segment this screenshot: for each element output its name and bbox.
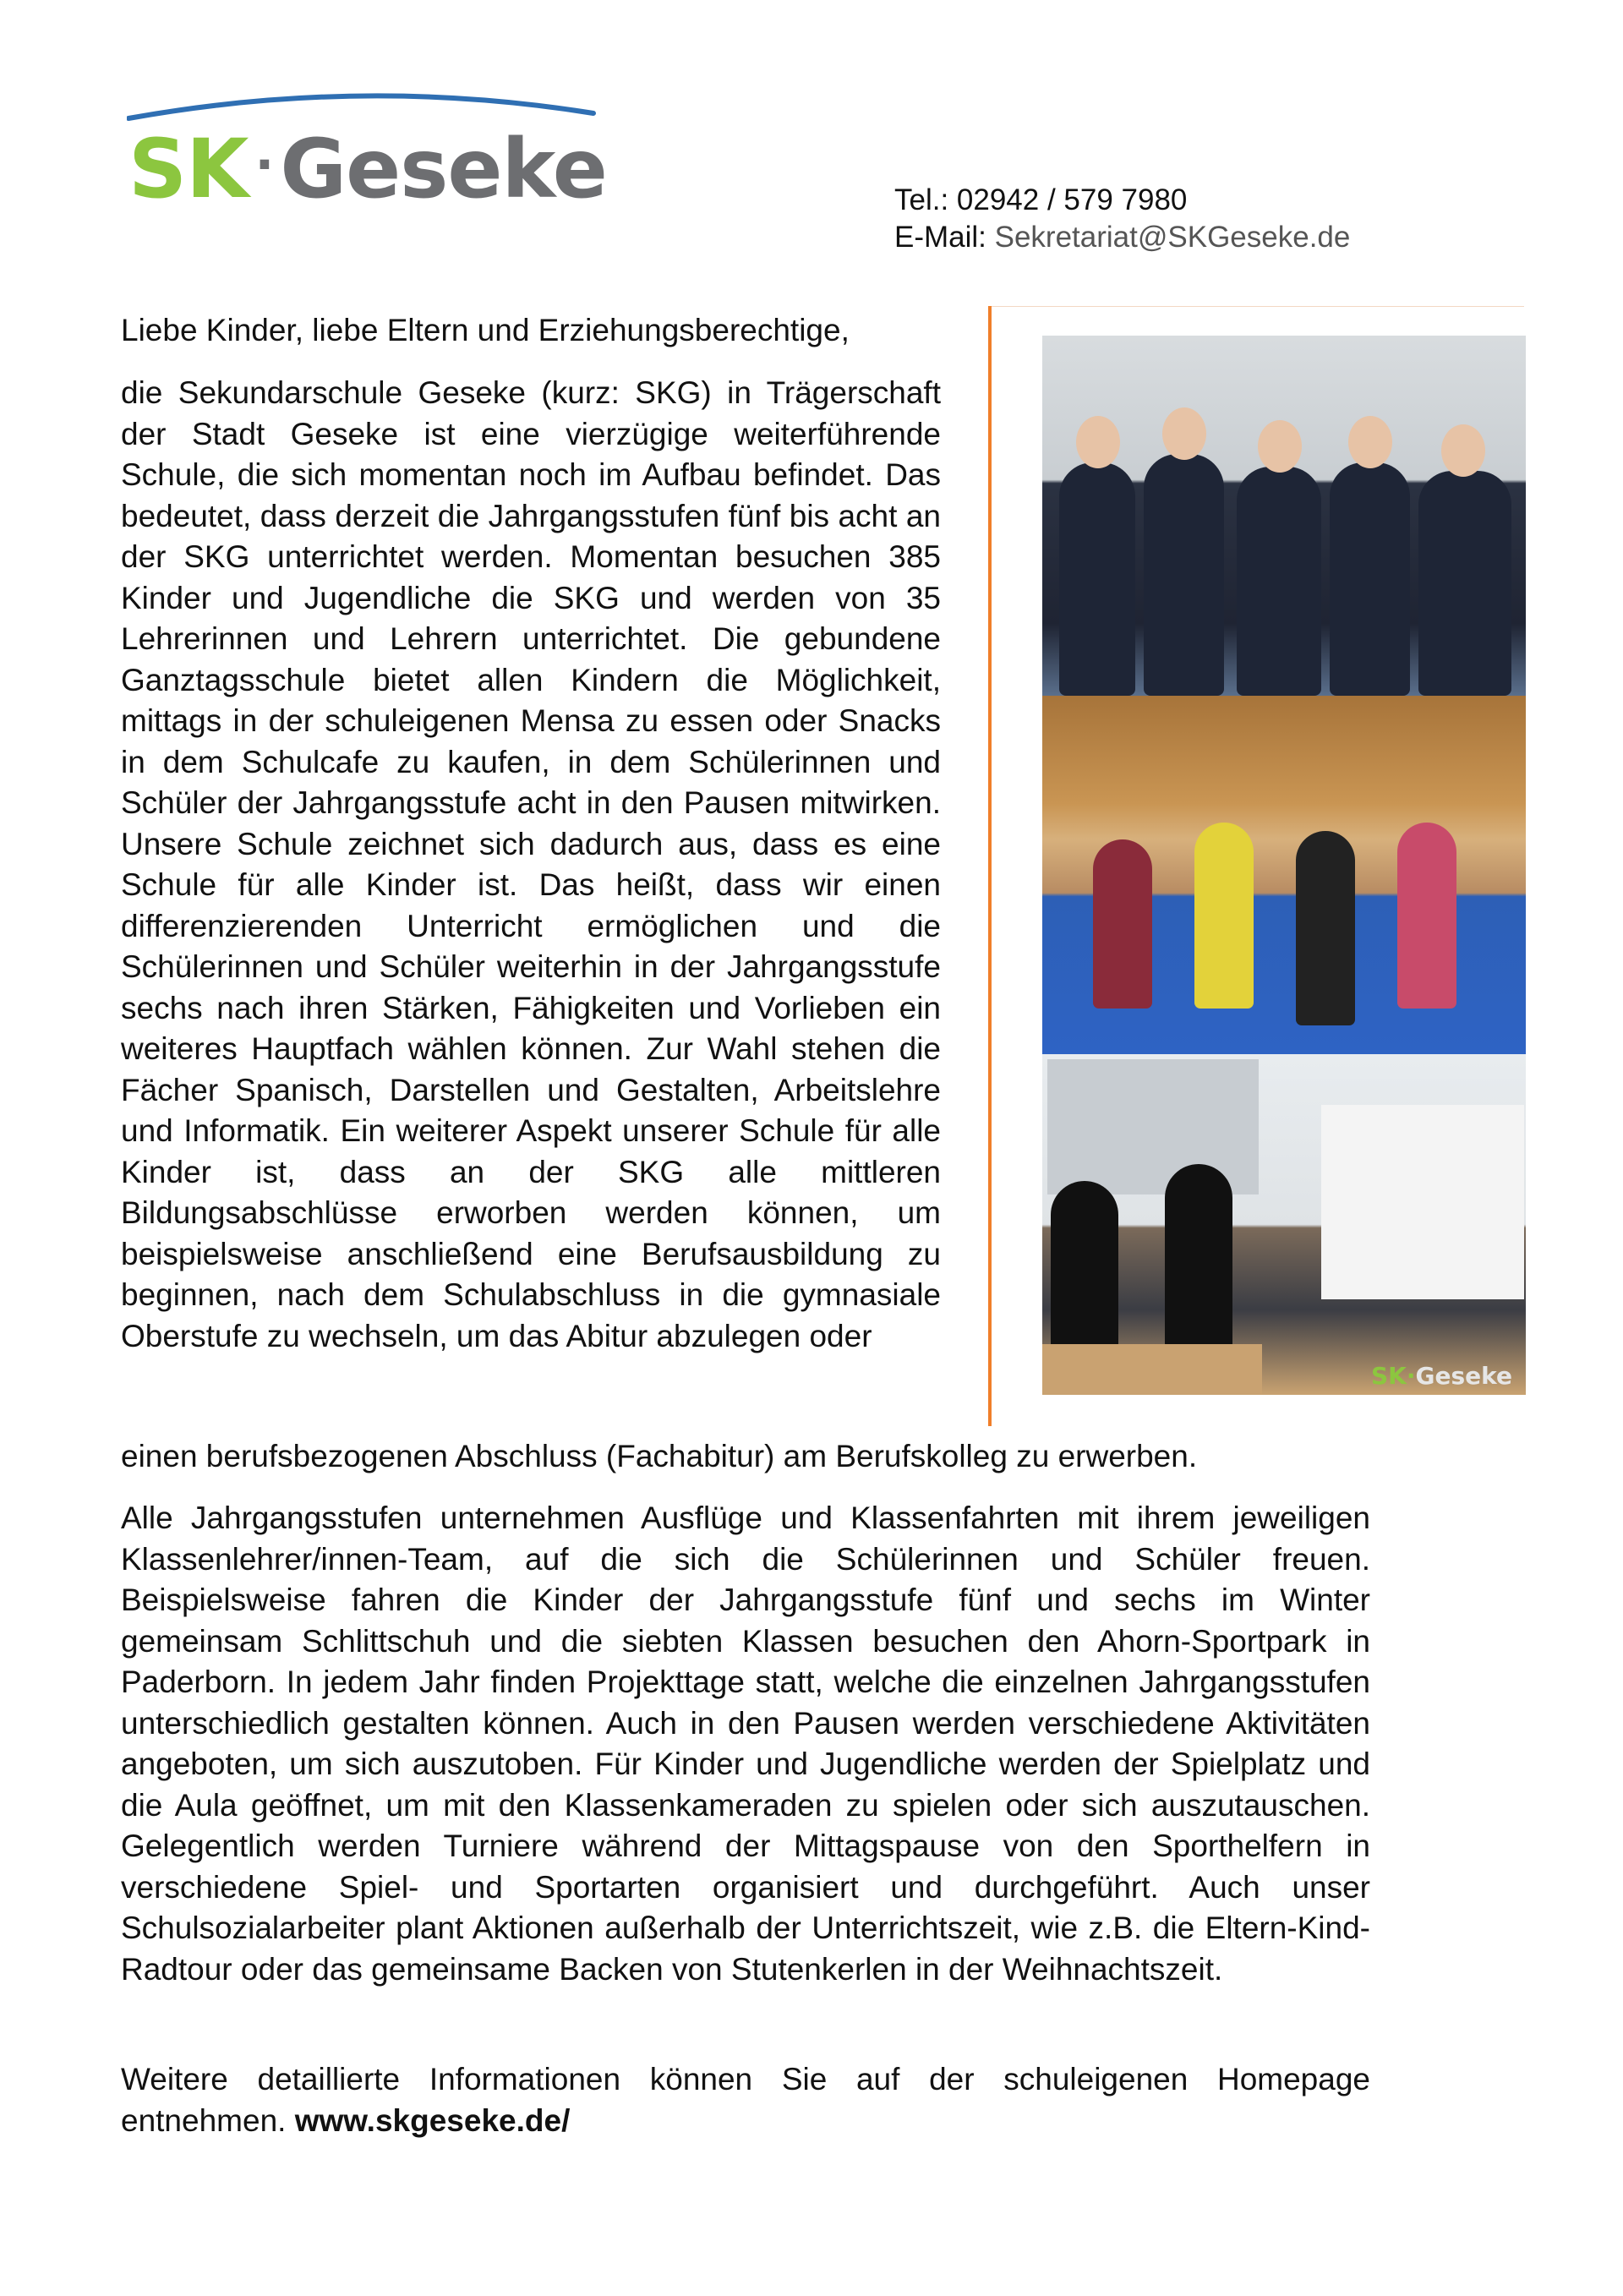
whiteboard <box>1321 1105 1524 1299</box>
photo-watermark: SK·Geseke <box>1371 1362 1512 1390</box>
person <box>1348 416 1392 468</box>
person <box>1418 471 1511 696</box>
person <box>1165 1164 1232 1350</box>
desk <box>1042 1344 1262 1395</box>
school-logo <box>127 85 609 216</box>
person <box>1330 462 1410 696</box>
contact-email <box>894 219 1350 256</box>
homepage-link[interactable]: www.skgeseke.de/ <box>294 2102 571 2138</box>
person <box>1059 462 1135 696</box>
logo-wordmark <box>128 122 607 216</box>
photo-frame-top-line <box>992 306 1524 307</box>
orange-divider <box>988 306 992 1426</box>
intro-paragraph: die Sekundarschule Geseke (kurz: SKG) in Trägerschaft der Stadt Geseke ist eine vierzügige weiterführende Schule, die sich momentan noch im Aufbau befindet. Das bedeutet, dass derzeit die Jahrgangsstufen fünf bis acht an der SKG unterrichtet werden. Momentan besuchen 385 Kinder und Jugendliche die SKG und werden von 35 Lehrerinnen und Lehrern unterrichtet. Die gebundene Ganztagsschule bietet allen Kindern die Möglichkeit, mittags in der schuleigenen Mensa zu essen oder Snacks in dem Schulcafe zu kaufen, in dem Schülerinnen und Schüler der Jahrgangsstufe acht in den Pausen mitwirken. Unsere Schule zeichnet sich dadurch aus, dass es eine Schule für alle Kinder ist. Das heißt, dass wir einen differenzierenden Unterricht ermöglichen und die Schülerinnen und Schüler weiterhin in der Jahrgangsstufe sechs nach ihren Stärken, Fähigkeiten und Vorlieben ein weiteres Hauptfach wählen können. Zur Wahl stehen die Fächer Spanisch, Darstellen und Gestalten, Arbeitslehre und Informatik. Ein weiterer Aspekt unserer Schule für alle Kinder ist, dass an der SKG alle mittleren Bildungsabschlüsse erworben werden können, um beispielsweise anschließend eine Berufsausbildung zu beginnen, nach dem Schulabschluss in die gymnasiale Oberstufe zu wechseln, um das Abitur abzulegen oder <box>121 375 941 1353</box>
activities-paragraph: Alle Jahrgangsstufen unternehmen Ausflüge und Klassenfahrten mit ihrem jeweiligen Klassenlehrer/innen-Team, auf die sich die Schülerinnen und Schüler freuen. Beispielsweise fahren die Kinder der Jahrgangsstufe fünf und sechs im Winter gemeinsam Schlittschuh und die siebten Klassen besuchen den Ahorn-Sportpark in Paderborn. In jedem Jahr finden Projekttage statt, welche die einzelnen Jahrgangsstufen unterschiedlich gestalten können. Auch in den Pausen werden verschiedene Aktivitäten angeboten, um sich auszutoben. Für Kinder und Jugendliche werden der Spielplatz und die Aula geöffnet, um mit den Klassenkameraden zu spielen oder sich auszutauschen. Gelegentlich werden Turniere während der Mittagspause von den Sporthelfern in verschiedene Spiel- und Sportarten organisiert und durchgeführt. Auch unser Schulsozialarbeiter plant Aktionen außerhalb der Unterrichtszeit, wie z.B. die Eltern-Kind-Radtour oder das gemeinsame Backen von Stutenkerlen in der Weihnachtszeit. <box>121 1501 1370 1987</box>
homepage-paragraph <box>121 2059 1370 2141</box>
photo-group-students <box>1042 336 1526 696</box>
person <box>1093 839 1152 1009</box>
photo-classroom <box>1042 1054 1526 1395</box>
greeting: Liebe Kinder, liebe Eltern und Erziehungsberechtige, <box>121 313 850 347</box>
person <box>1441 424 1485 477</box>
person <box>1144 454 1224 696</box>
homepage-text: Weitere detaillierte Informationen können Sie auf der schuleigenen Homepage entnehmen. <box>121 2062 1370 2138</box>
intro-paragraph-end: einen berufsbezogenen Abschluss (Fachabitur) am Berufskolleg zu erwerben. <box>121 1439 1198 1473</box>
logo-sk: SK <box>128 122 249 216</box>
person <box>1237 467 1321 696</box>
email-link[interactable]: Sekretariat@SKGeseke.de <box>994 221 1351 254</box>
person <box>1258 420 1302 473</box>
logo-arc-icon <box>127 85 600 127</box>
person <box>1397 823 1456 1009</box>
person <box>1162 407 1206 460</box>
contact-phone: Tel.: 02942 / 579 7980 <box>894 183 1188 216</box>
logo-dot: · <box>254 135 274 194</box>
person <box>1296 831 1355 1025</box>
contact-block <box>894 182 1350 256</box>
person <box>1051 1181 1118 1350</box>
logo-geseke: Geseke <box>280 122 607 216</box>
email-label: E-Mail: <box>894 221 995 254</box>
person <box>1076 416 1120 468</box>
photo-gym-activity <box>1042 696 1526 1054</box>
person <box>1194 823 1254 1009</box>
projection-screen <box>1047 1059 1259 1194</box>
photo-collage <box>1042 336 1526 1395</box>
